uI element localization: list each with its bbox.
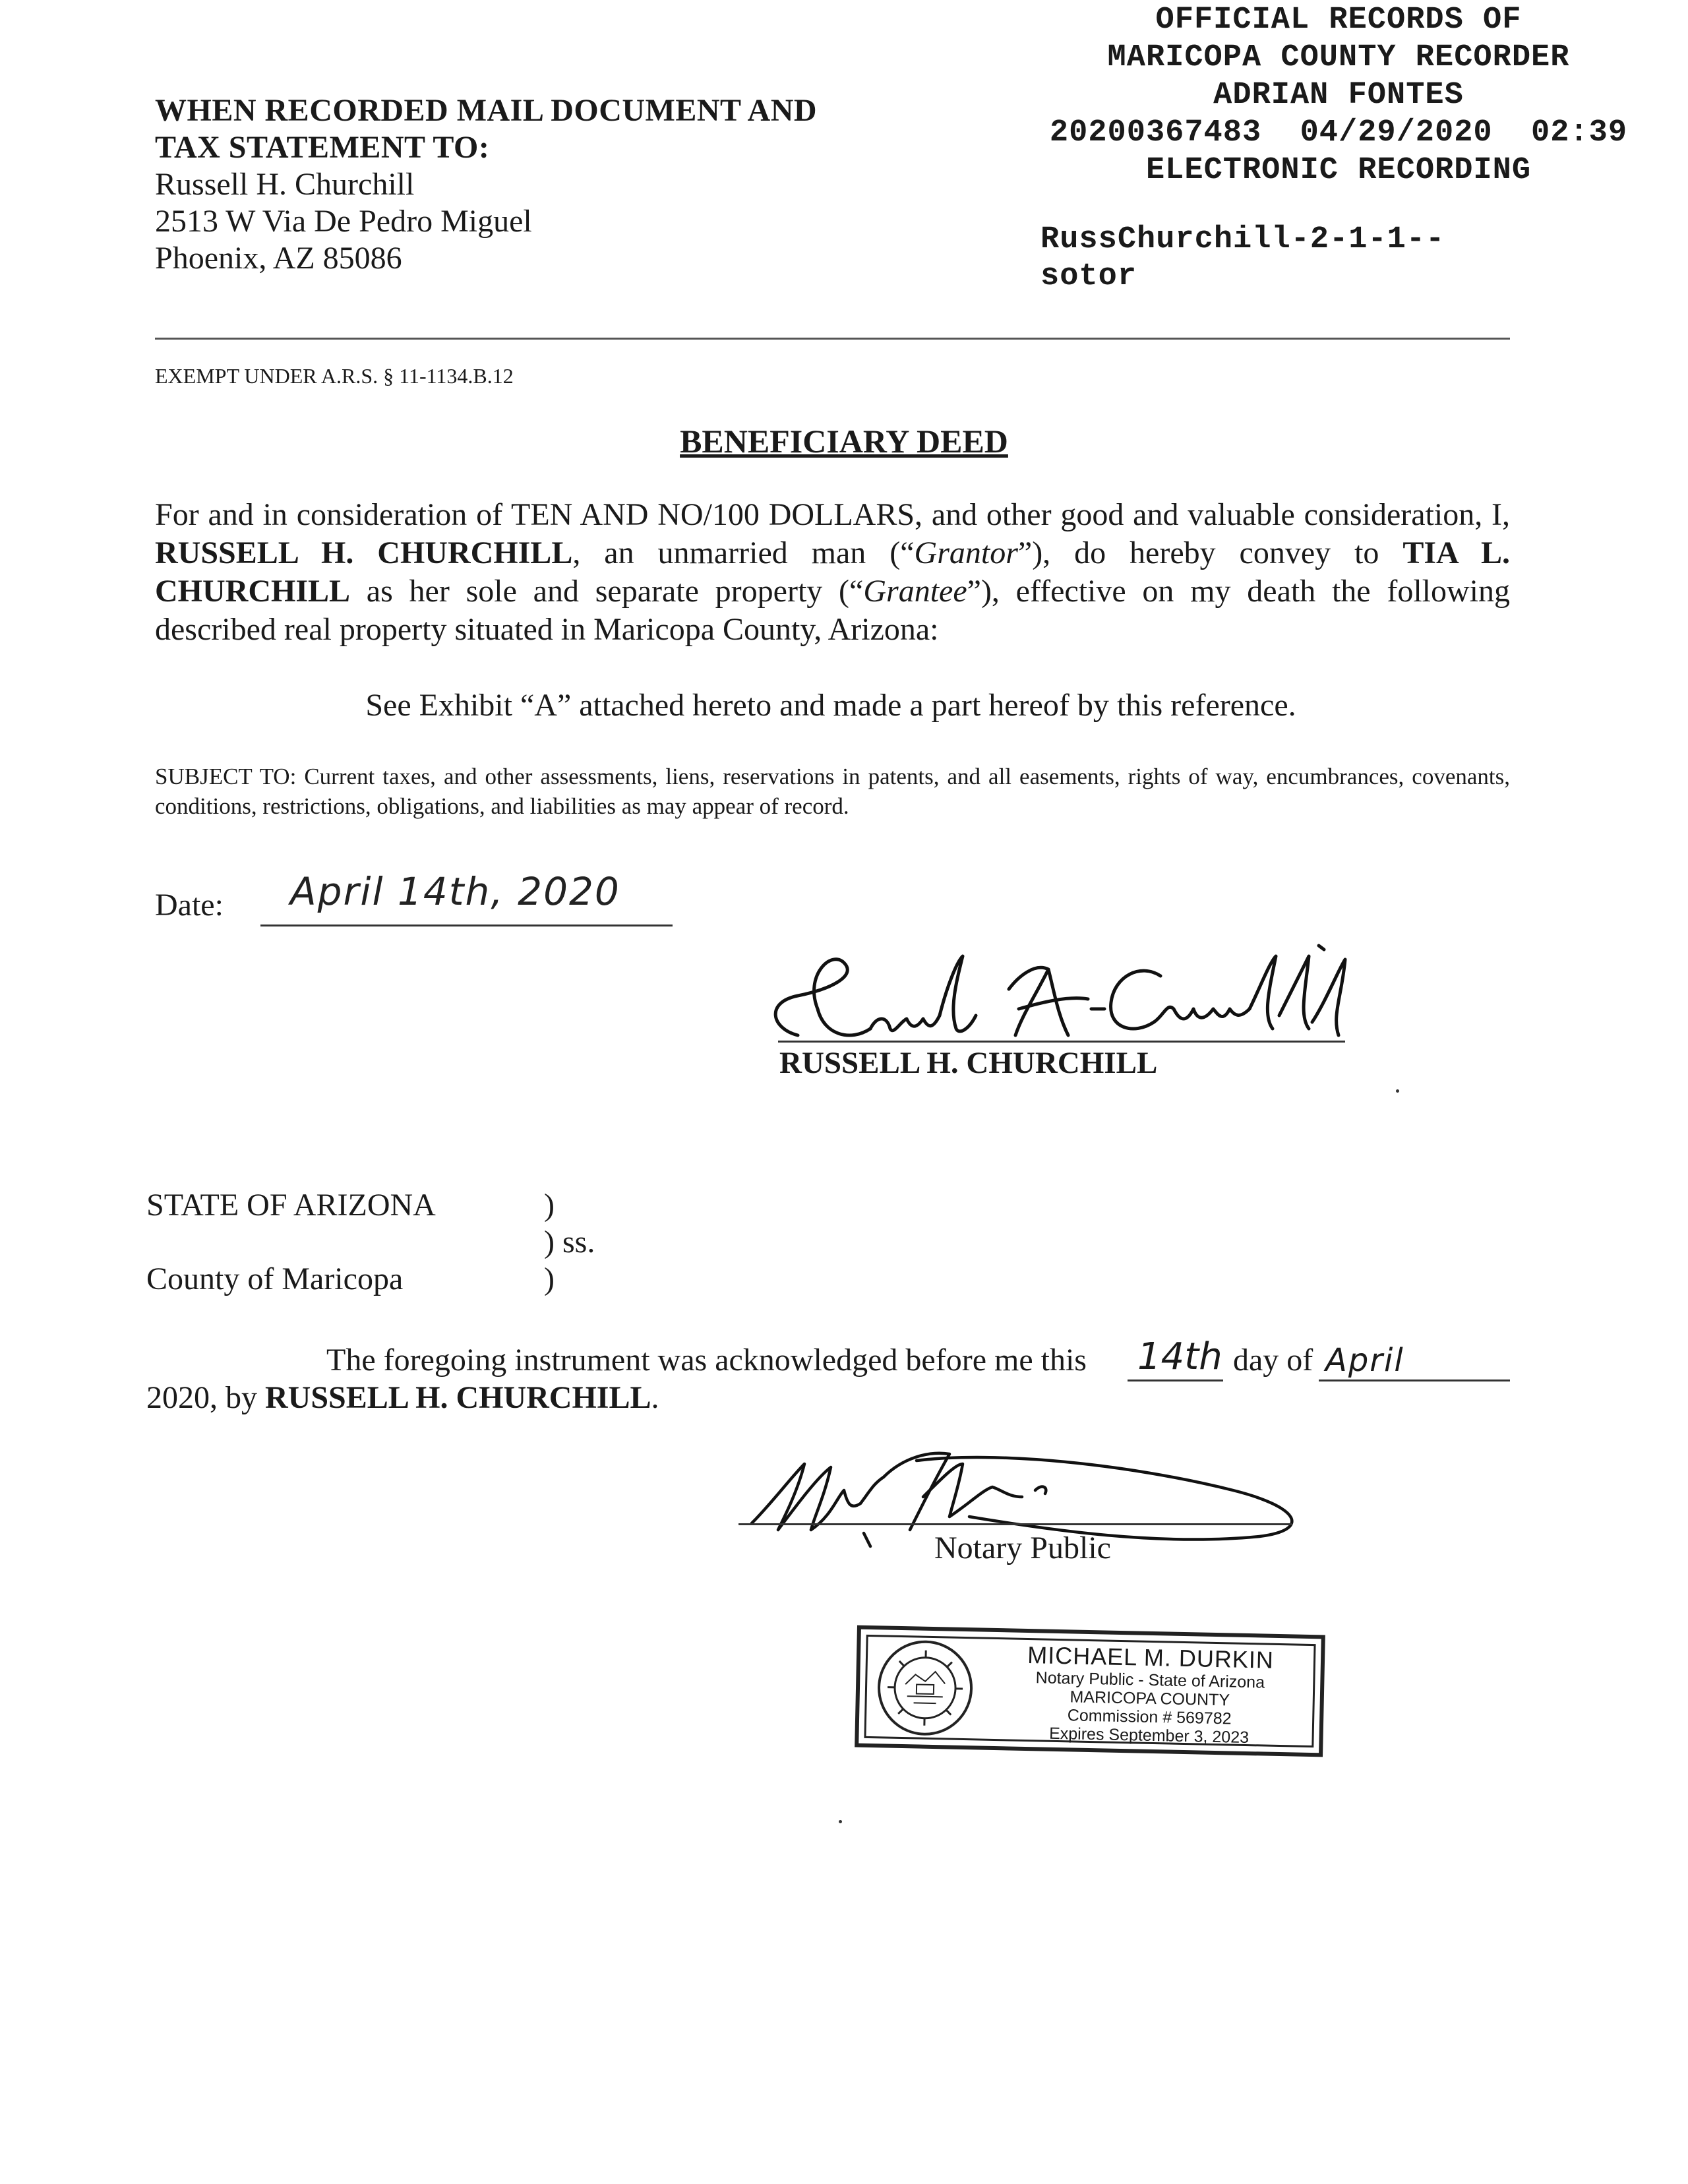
- acknowledgment-year-line: [146, 1380, 659, 1416]
- notary-commission: Commission # 569782: [1067, 1706, 1232, 1728]
- document-title: BENEFICIARY DEED: [680, 423, 1008, 460]
- notary-stamp-text: [990, 1641, 1309, 1748]
- arizona-state-seal-icon: [874, 1637, 975, 1738]
- handwritten-month: April: [1325, 1342, 1404, 1379]
- handwritten-day: 14th: [1137, 1335, 1222, 1378]
- venue-county: County of Maricopa: [146, 1261, 404, 1296]
- grantor-signature-line: [778, 1041, 1345, 1043]
- body-text-3: ”), do hereby convey to: [1017, 535, 1403, 570]
- header-divider: [155, 338, 1510, 340]
- body-text-4: as her sole and separate property (“: [350, 574, 864, 609]
- grantor-printed-name: RUSSELL H. CHURCHILL: [779, 1046, 1158, 1080]
- notary-state: Notary Public - State of Arizona: [1035, 1668, 1265, 1692]
- recorder-line-2: MARICOPA COUNTY RECORDER: [1107, 40, 1570, 75]
- notary-county: MARICOPA COUNTY: [1070, 1687, 1230, 1710]
- notary-name: MICHAEL M. DURKIN: [1027, 1641, 1275, 1674]
- ack-name: RUSSELL H. CHURCHILL: [265, 1380, 651, 1415]
- grantor-term: Grantor: [914, 535, 1018, 570]
- date-signature-line: [260, 925, 673, 926]
- recording-reference: [1040, 222, 1445, 295]
- body-text-2: , an unmarried man (“: [572, 535, 915, 570]
- recording-reference-line-1: RussChurchill-2-1-1--: [1040, 222, 1445, 257]
- body-text-1: For and in consideration of TEN AND NO/100 DOLLARS, and other good and valuable consideration, I,: [155, 497, 1510, 532]
- exemption-note: EXEMPT UNDER A.R.S. § 11-1134.B.12: [155, 364, 514, 388]
- recorder-line-3: ADRIAN FONTES: [1213, 78, 1464, 113]
- month-line: [1319, 1380, 1510, 1381]
- mail-to-heading-2: TAX STATEMENT TO:: [155, 130, 490, 165]
- exhibit-reference: See Exhibit “A” attached hereto and made a part hereof by this reference.: [365, 688, 1296, 723]
- notary-signature-line: [738, 1523, 1292, 1525]
- mail-to-name: Russell H. Churchill: [155, 167, 415, 202]
- notary-expiration: Expires September 3, 2023: [1048, 1724, 1250, 1747]
- grantor-name-inline: RUSSELL H. CHURCHILL: [155, 535, 573, 570]
- mail-to-city: Phoenix, AZ 85086: [155, 241, 402, 276]
- recorder-line-5: ELECTRONIC RECORDING: [1145, 153, 1532, 188]
- recorder-line-1: OFFICIAL RECORDS OF: [1155, 3, 1522, 38]
- acknowledgment-text: The foregoing instrument was acknowledged before me this: [326, 1343, 1087, 1378]
- venue-bracket-3: ): [544, 1261, 555, 1296]
- scan-speck: [1396, 1089, 1399, 1093]
- grantee-term: Grantee: [863, 574, 967, 609]
- grantee-name-inline: TIA L. CHURCHILL: [155, 535, 1510, 609]
- mail-to-street: 2513 W Via De Pedro Miguel: [155, 204, 532, 239]
- venue-bracket-ss: ) ss.: [544, 1225, 595, 1259]
- subject-to-clause: SUBJECT TO: Current taxes, and other assessments, liens, reservations in patents, and all easements, rights of way, encumbrances, covenants, conditions, restrictions, obligations, and liabilities as may appear of record.: [155, 764, 1510, 819]
- body-text-5: ”), effective on my death the following described real property situated in Maricopa County, Arizona:: [155, 574, 1511, 647]
- ack-year-prefix: 2020, by: [146, 1380, 265, 1415]
- conveyance-paragraph: [155, 496, 1510, 649]
- recording-reference-line-2: sotor: [1040, 259, 1137, 294]
- notary-stamp: [855, 1625, 1325, 1757]
- recording-number-date-time: 20200367483 04/29/2020 02:39: [1049, 115, 1628, 150]
- mail-to-block: [155, 92, 817, 277]
- date-label: Date:: [155, 888, 224, 923]
- venue-state: STATE OF ARIZONA: [146, 1188, 436, 1223]
- scan-speck: [839, 1820, 842, 1823]
- venue-bracket-1: ): [544, 1188, 555, 1223]
- recording-stamp: [1002, 1, 1675, 189]
- mail-to-heading-1: WHEN RECORDED MAIL DOCUMENT AND: [155, 93, 818, 128]
- day-of-text: day of: [1233, 1343, 1313, 1378]
- handwritten-date: April 14th, 2020: [290, 869, 620, 914]
- day-line: [1128, 1380, 1223, 1381]
- ack-suffix: .: [651, 1380, 659, 1415]
- notary-public-label: Notary Public: [934, 1531, 1111, 1565]
